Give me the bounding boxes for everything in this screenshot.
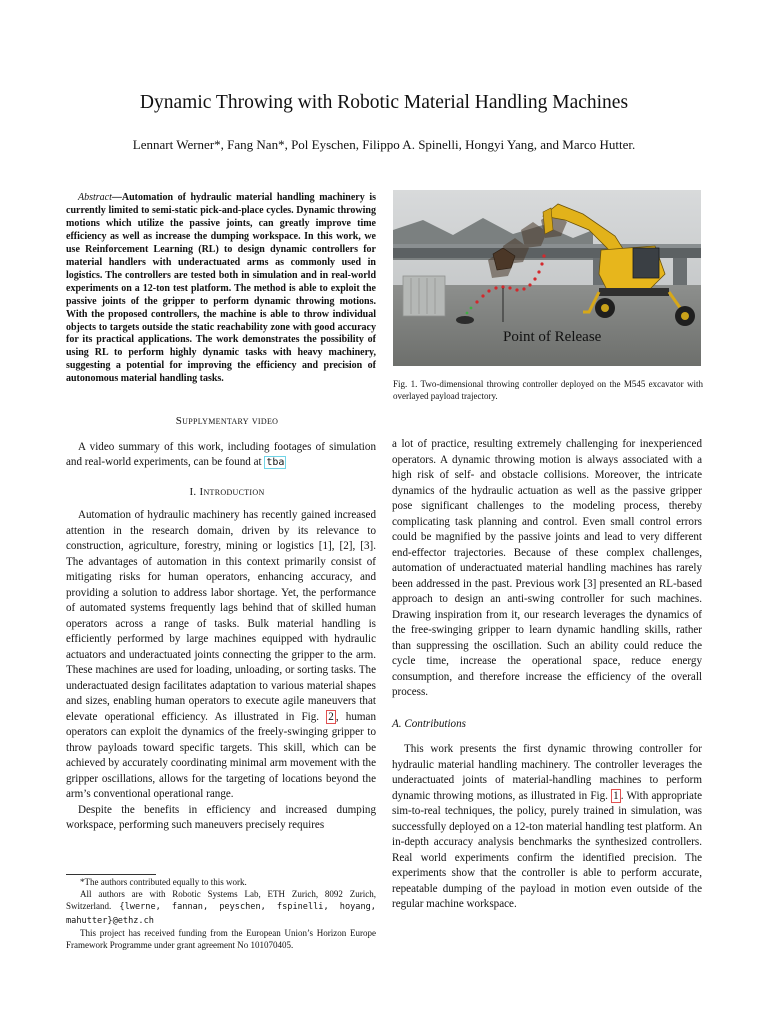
- fig-2-ref-link[interactable]: 2: [328, 710, 334, 723]
- left-column: [66, 414, 376, 834]
- footnote-rule: [66, 874, 156, 875]
- footnote-affiliation: All authors are with Robotic Systems Lab, ETH Zurich, 8092 Zurich, Switzerland. {lwerne, fannan, peyschen, fspinelli, hoyang, mahutter}@ethz.ch: [66, 889, 376, 926]
- footnotes: [66, 876, 376, 951]
- figure-1-photo: [393, 190, 701, 366]
- author-emails: {lwerne, fannan, peyschen, fspinelli, hoyang, mahutter}@ethz.ch: [66, 902, 376, 926]
- abstract-label: Abstract: [78, 192, 112, 203]
- abstract: [66, 192, 376, 386]
- footnote-equal-contribution: *The authors contributed equally to this work.: [80, 877, 247, 887]
- intro-paragraph-2: Despite the benefits in efficiency and increased dumping workspace, performing such maneuvers precisely requires: [66, 803, 376, 831]
- point-of-release-label: Point of Release: [503, 329, 602, 345]
- paper-title: Dynamic Throwing with Robotic Material Handling Machines: [139, 92, 629, 113]
- footnote-funding: This project has received funding from the European Union’s Horizon Europe Framework Programme under grant agreement No 101070405.: [66, 927, 376, 951]
- introduction-heading: I. Introduction: [189, 485, 265, 498]
- abstract-dash: —: [111, 192, 122, 203]
- supplementary-heading: Supplymentary video: [175, 415, 279, 427]
- abstract-text: Automation of hydraulic material handling machinery is currently limited to semi-static pick-and-place cycles. Dynamic throwing motions which utilize the passive joints, can greatly improve time efficiency as well as increase the dumping workspace. In this work, we use Reinforcement Learning (RL) to design dynamic controllers for material handlers with underactuated arms as commonly used in logistics. The controllers are tested both in simulation and in real-world experiments on a 12-ton test platform. The method is able to exploit the passive joints of the gripper to perform dynamic throwing motions. With the proposed controllers, the machine is able to throw individual objects to targets outside the static reachability zone with good accuracy for its practical applications. The work demonstrates the possibility of using RL to perform highly dynamic tasks with heavy machinery, suggesting a potential for improving the efficiency and precision of autonomous material handling tasks.: [66, 192, 376, 385]
- intro-paragraph-3: a lot of practice, resulting extremely challenging for inexperienced operators. A dynamic throwing motion is always associated with a high risk of self- and obstacle collisions. Moreover, the intricate dynamics of the hydraulic actuation as well as the passive gripper pose significant challenges to the modeling process, thereby complicating task planning and control. Even small control errors could be magnified by the passive joints and lead to very different end-effector trajectories. Because of these complex challenges, automation of underactuated material handling machines has rarely been addressed in the past. Previous work [3] presented an RL-based approach to design an anti-swing controller for such machines. Drawing inspiration from it, our research leverages the dynamics of the free-swinging gripper to learn dynamic handling skills, rather than suppressing the oscillation. Such an ability could reduce the cycle time, increase the operational space, reduce energy consumption, and therefore increase the efficiency of the overall process.: [392, 438, 702, 698]
- video-link[interactable]: tba: [266, 457, 285, 468]
- figure-1-caption: Fig. 1. Two-dimensional throwing controller deployed on the M545 excavator with overlayed payload trajectory.: [393, 379, 703, 401]
- supplementary-text: A video summary of this work, including footages of simulation and real-world experiments, can be found at tba: [66, 440, 376, 468]
- right-column: [392, 437, 702, 913]
- intro-paragraph-1: Automation of hydraulic machinery has recently gained increased attention in the research domain, driven by its relevance to construction, agriculture, forestry, mining or logistics [1], [2], [3]. The advantages of automation in this context primarily consist of mitigating risks for human operators, enhancing accuracy, and providing a solution to address labor shortage. Yet, the performance of automated systems frequently lags behind that of skilled human operators across a range of tasks. Bulk material handling is efficiently performed by large machines equipped with hydraulic actuators and underactuated joints connecting the gripper to the arm. These machines are used for loading, unloading, or sorting tasks. The underactuated design facilitates adaptation to various material shapes and sizes, enabling human operators to execute agile maneuvers that elevate operational efficiency. As illustrated in Fig. 2 , human operators can exploit the dynamics of the freely-swinging gripper to throw payloads toward specific targets. This skill, which can be achieved by accurately coordinating minimal arm movement with the gripper oscillations, allows for the targeting of locations beyond the arm’s conventional operational range.: [66, 509, 376, 800]
- fig-1-ref-link[interactable]: 1: [613, 789, 619, 802]
- excavator-throw-illustration: [393, 190, 701, 366]
- contributions-paragraph: This work presents the first dynamic throwing controller for hydraulic material handling machinery. The controller leverages the underactuated joints of material-handling machines to perform dynamic throwing motions, as illustrated in Fig. 1 . With appropriate sim-to-real techniques, the policy, purely trained in simulation, was successfully deployed on a 12-ton material handling test platform. An in-depth accuracy analysis benchmarks the synthesized controllers. Real world experiments confirm the identified precision. The experiments show that the controller is able to perform accurate, repeatable dumping of the payload in motion even outside of the regular machine workspace.: [392, 743, 702, 910]
- contributions-heading: A. Contributions: [392, 717, 466, 730]
- author-list: Lennart Werner*, Fang Nan*, Pol Eyschen, Filippo A. Spinelli, Hongyi Yang, and Marco Hutter.: [132, 137, 636, 152]
